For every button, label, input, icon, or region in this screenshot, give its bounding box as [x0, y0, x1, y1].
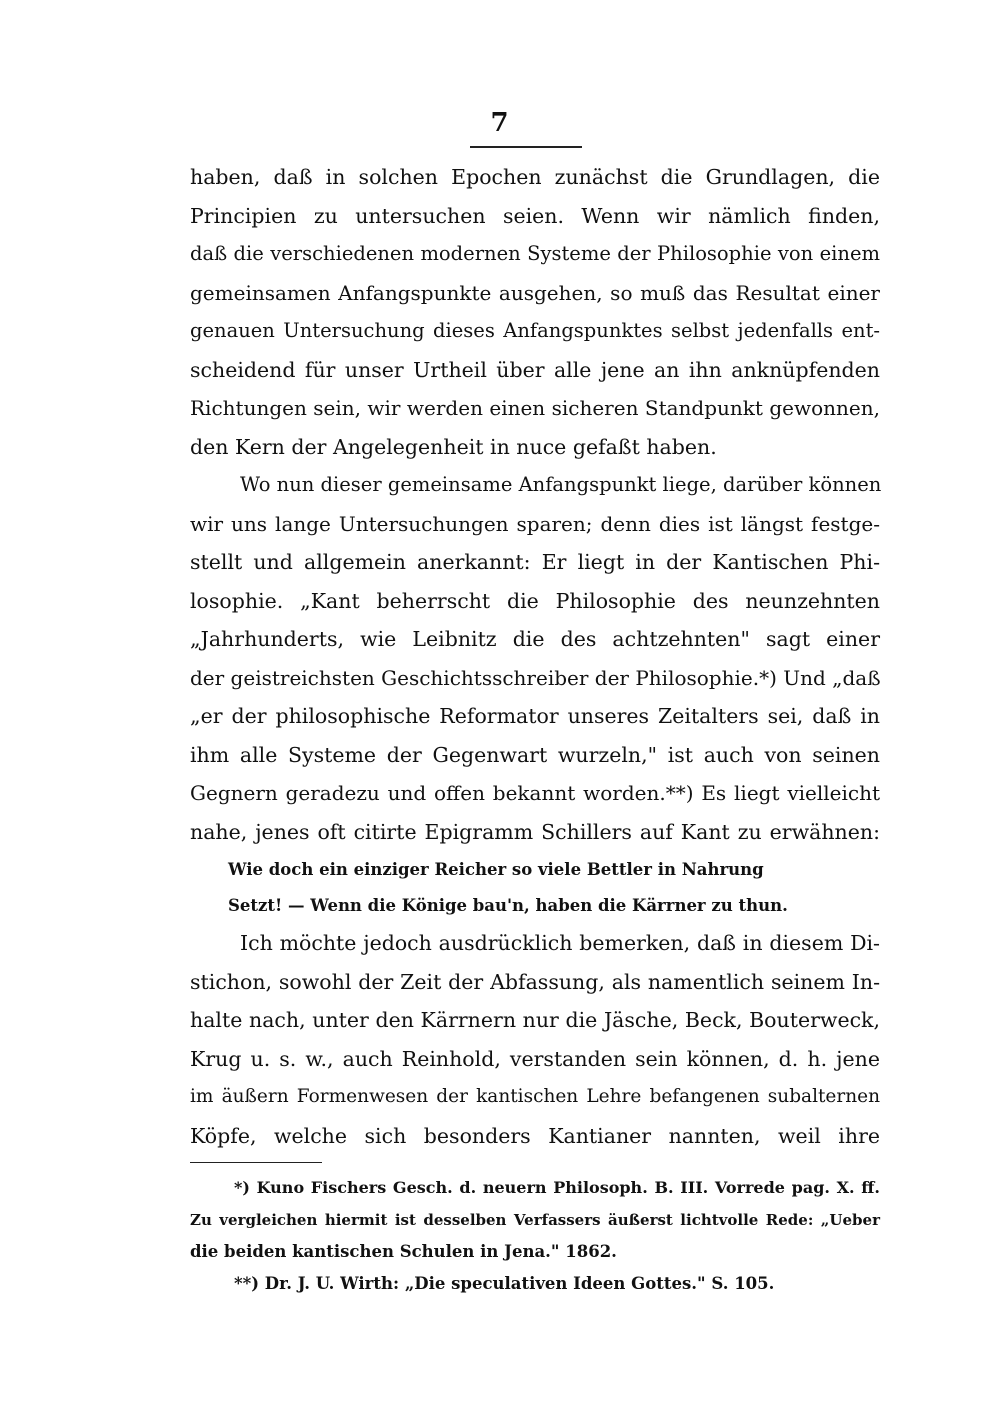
text-line: Principien zu untersuchen seien. Wenn wir nämlich finden,: [190, 203, 880, 228]
page-number: 7: [490, 108, 510, 138]
text-line: den Kern der Angelegenheit in nuce gefaßt haben.: [190, 434, 717, 459]
verse-line: Setzt! — Wenn die Könige bau'n, haben die Kärrner zu thun.: [228, 896, 788, 915]
paragraph: [190, 158, 880, 466]
footnote-line: **) Dr. J. U. Wirth: „Die speculativen Ideen Gottes." S. 105.: [234, 1274, 775, 1293]
footnote-line: die beiden kantischen Schulen in Jena." 1862.: [190, 1242, 617, 1261]
text-line: Köpfe, welche sich besonders Kantianer nannten, weil ihre: [190, 1123, 880, 1148]
text-line: Ich möchte jedoch ausdrücklich bemerken, daß in diesem Di-: [240, 931, 880, 955]
text-line: genauen Untersuchung dieses Anfangspunktes selbst jedenfalls ent-: [190, 319, 880, 342]
text-line: Richtungen sein, wir werden einen sicheren Standpunkt gewonnen,: [190, 396, 880, 420]
paragraph: [190, 466, 880, 851]
footnote-line: *) Kuno Fischers Gesch. d. neuern Philosoph. B. III. Vorrede pag. X. ff.: [234, 1178, 880, 1197]
footnote-1: [190, 1172, 880, 1268]
text-line: losophie. „Kant beherrscht die Philosophie des neunzehnten: [190, 588, 880, 613]
text-line: Krug u. s. w., auch Reinhold, verstanden sein können, d. h. jene: [190, 1046, 880, 1071]
text-line: „er der philosophische Reformator unseres Zeitalters sei, daß in: [190, 704, 880, 728]
text-line: daß die verschiedenen modernen Systeme der Philosophie von einem: [190, 242, 880, 265]
text-line: Gegnern geradezu und offen bekannt worden.**) Es liegt vielleicht: [190, 781, 880, 805]
footnotes: [190, 1172, 880, 1300]
footnote-line: Zu vergleichen hiermit ist desselben Verfassers äußerst lichtvolle Rede: „Ueber: [190, 1211, 880, 1229]
footnote-separator: [190, 1162, 322, 1163]
epigram-verse: [228, 852, 828, 924]
text-line: der geistreichsten Geschichtsschreiber der Philosophie.*) Und „daß: [190, 665, 881, 690]
main-text-block: [190, 158, 880, 851]
paragraph: [190, 924, 880, 1155]
text-line: wir uns lange Untersuchungen sparen; denn dies ist längst festge-: [190, 511, 880, 536]
text-line: haben, daß in solchen Epochen zunächst die Grundlagen, die: [190, 165, 880, 189]
verse-line: Wie doch ein einziger Reicher so viele Bettler in Nahrung: [228, 860, 764, 879]
header-rule: [470, 146, 582, 148]
text-line: „Jahrhunderts, wie Leibnitz die des achtzehnten" sagt einer: [190, 627, 880, 651]
text-line: im äußern Formenwesen der kantischen Lehre befangenen subalternen: [190, 1086, 880, 1107]
text-line: Wo nun dieser gemeinsame Anfangspunkt liege, darüber können: [240, 473, 882, 496]
text-line: nahe, jenes oft citirte Epigramm Schillers auf Kant zu erwähnen:: [190, 819, 880, 844]
text-line: halte nach, unter den Kärrnern nur die Jäsche, Beck, Bouterweck,: [190, 1008, 880, 1032]
text-line: stichon, sowohl der Zeit der Abfassung, als namentlich seinem In-: [190, 969, 880, 994]
text-line: stellt und allgemein anerkannt: Er liegt in der Kantischen Phi-: [190, 550, 880, 574]
text-line: gemeinsamen Anfangspunkte ausgehen, so muß das Resultat einer: [190, 280, 880, 305]
text-line: scheidend für unser Urtheil über alle jene an ihn anknüpfenden: [190, 357, 880, 382]
footnote-2: [190, 1268, 880, 1300]
text-line: ihm alle Systeme der Gegenwart wurzeln," ist auch von seinen: [190, 742, 880, 767]
